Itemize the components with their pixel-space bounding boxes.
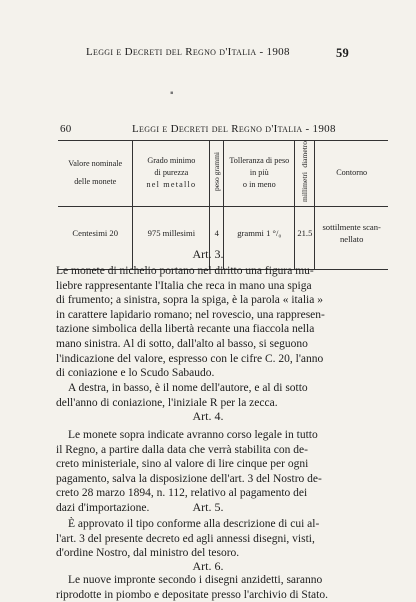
header-line: Contorno — [336, 168, 368, 178]
text-line: liebre rappresentante l'Italia che reca in mano una spiga — [56, 279, 312, 292]
running-header-title: Leggi e Decreti del Regno d'Italia - 1908 — [86, 46, 290, 58]
text-line: riprodotte in piombo e depositate presso l'archivio di Stato. — [56, 588, 328, 601]
col-header-valore — [58, 141, 133, 207]
cell-tolleranza: grammi 1 °/₀ — [224, 206, 295, 259]
running-header-top — [0, 46, 416, 62]
header-line: Grado minimo — [147, 156, 196, 166]
article-5-paragraph — [56, 517, 392, 561]
col-header-contorno — [315, 141, 388, 207]
header-line: in più — [249, 168, 269, 178]
text-line: il Regno, a partire dalla data che verrà stabilita con de- — [56, 443, 308, 456]
text-line: È approvato il tipo conforme alla descrizione di cui al- — [68, 518, 320, 530]
text-line: l'art. 3 del presente decreto ed agli annessi disegni, visti, — [56, 532, 315, 545]
article-5-heading: Art. 5. — [192, 500, 224, 514]
cell-valore: Centesimi 20 — [72, 227, 119, 238]
header-line: o in meno — [242, 180, 276, 190]
cell-diametro: 21.5 — [295, 206, 315, 259]
text-line: creto ministeriale, sino al valore di lire cinque per ogni — [56, 458, 309, 471]
text-line: in carattere lapidario romano; nel rovescio, una rappresen- — [56, 308, 325, 321]
cell-line: sottilmente scan- — [322, 221, 381, 232]
text-line: pagamento, salva la disposizione dell'art. 3 del Nostro de- — [56, 472, 322, 485]
cell-line: nellato — [339, 233, 364, 244]
running-header-inner — [0, 123, 416, 139]
header-line: delle monete — [74, 177, 117, 187]
article-3-paragraph-2 — [56, 381, 392, 410]
col-header-diametro — [295, 141, 315, 207]
header-line: nel metallo — [146, 180, 197, 190]
printer-mark: ▪ — [170, 88, 174, 99]
text-line: d'ordine Nostro, dal ministro del tesoro. — [56, 547, 240, 560]
page-number: 59 — [336, 46, 350, 60]
col-header-peso — [210, 141, 224, 207]
header-line: di purezza — [154, 168, 189, 178]
text-line: Le nuove impronte secondo i disegni anzidetti, saranno — [68, 574, 323, 586]
text-line: Le monete di nichelio portano nel diritto una figura mu- — [56, 265, 314, 277]
text-line: dazi d'importazione. — [56, 501, 150, 514]
header-line: Tolleranza di peso — [229, 156, 290, 166]
inner-header-title: Leggi e Decreti del Regno d'Italia - 1908 — [132, 123, 336, 135]
text-line: mano sinistra. Al di sotto, dall'alto al basso, si seguono — [56, 337, 308, 350]
text-line: dell'anno di coniazione, l'iniziale R per la zecca. — [56, 396, 278, 409]
header-line: peso grammi — [212, 151, 222, 191]
text-line: di coniazione e lo Scudo Sabaudo. — [56, 367, 215, 380]
article-6-paragraph — [56, 573, 392, 602]
text-line: A destra, in basso, è il nome dell'autore, e al di sotto — [68, 382, 308, 394]
cell-grado: 975 millesimi — [133, 206, 210, 259]
text-line: creto 28 marzo 1894, n. 112, relativo al pagamento dei — [56, 487, 308, 500]
table-header-row — [58, 141, 388, 207]
text-line: di frumento; a sinistra, sopra la spiga, è la parola « italia » — [56, 294, 323, 307]
article-4-heading: Art. 4. — [192, 409, 224, 423]
header-line: Valore nominale — [68, 159, 123, 169]
text-line: tazione simbolica della libertà recante una fiaccola nella — [56, 323, 315, 336]
col-header-tolleranza — [224, 141, 295, 207]
article-3-paragraph-1 — [56, 264, 392, 381]
inner-page-number: 60 — [60, 123, 72, 135]
article-6-heading: Art. 6. — [192, 559, 224, 573]
header-line: diametro — [299, 141, 309, 168]
text-line: l'indicazione del valore, espresso con le cifre C. 20, l'anno — [56, 352, 324, 365]
header-line: millimetri — [299, 171, 309, 202]
col-header-grado — [133, 141, 210, 207]
cell-peso: 4 — [210, 206, 224, 259]
text-line: Le monete sopra indicate avranno corso legale in tutto — [68, 429, 318, 441]
article-3-heading: Art. 3. — [192, 247, 224, 261]
